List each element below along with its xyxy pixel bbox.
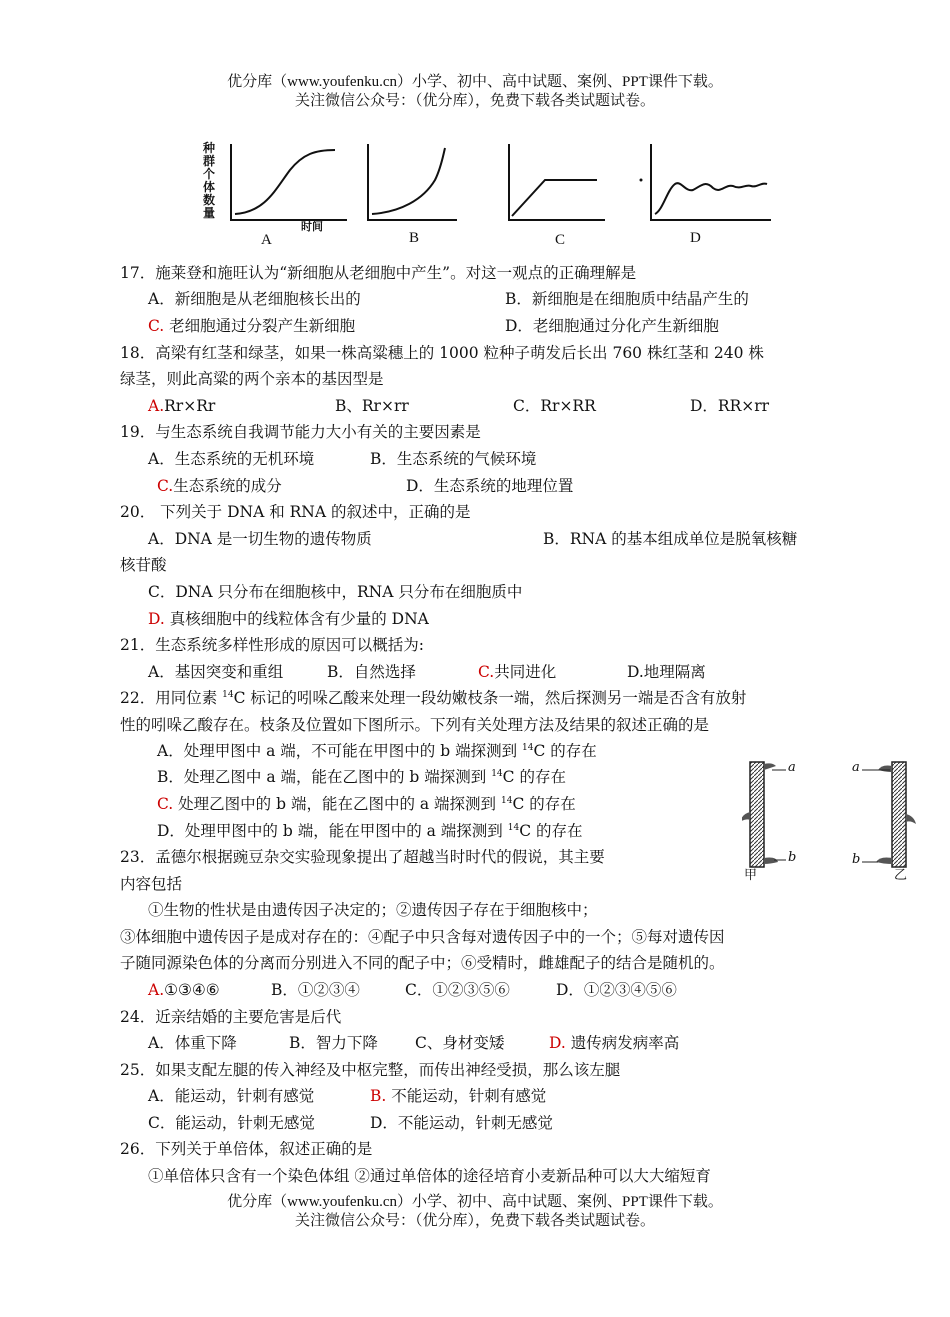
q22-option-c-text: 处理乙图中的 b 端，能在乙图中的 a 端探测到 — [178, 795, 501, 813]
q22-option-b — [157, 766, 566, 788]
q22-option-suffix: C 的存在 — [519, 822, 583, 840]
q18-option-c: C．Rr×RR — [513, 397, 596, 415]
q24-stem: 24．近亲结婚的主要危害是后代 — [120, 1008, 342, 1026]
q24-option-b: B．智力下降 — [289, 1034, 378, 1052]
q26-statement-line-1: ①单倍体只含有一个染色体组 ②通过单倍体的途径培育小麦新品种可以大大缩短育 — [148, 1167, 711, 1185]
q20-option-d-text: 真核细胞中的线粒体含有少量的 DNA — [169, 610, 429, 628]
stem-yi — [862, 762, 916, 867]
q20-option-d — [148, 608, 429, 630]
q21-stem: 21．生态系统多样性形成的原因可以概括为: — [120, 636, 424, 654]
q20-option-b: B．RNA 的基本组成单位是脱氧核糖 — [543, 530, 798, 548]
q25-option-c: C．能运动，针刺无感觉 — [148, 1114, 315, 1132]
graph-c-curve — [512, 180, 597, 216]
q20-option-b-continued: 核苷酸 — [120, 556, 167, 574]
q23-option-b: B．①②③④ — [271, 981, 360, 999]
page-footer-line-1: 优分库（www.youfenku.cn）小学、初中、高中试题、案例、PPT课件下载。 — [227, 1194, 723, 1210]
stem-jia-end-b-label: b — [788, 850, 797, 865]
stem-jia-label: 甲 — [744, 868, 758, 883]
page-header-line-1: 优分库（www.youfenku.cn）小学、初中、高中试题、案例、PPT课件下载。 — [227, 74, 723, 90]
q24-answer-mark: D. — [549, 1034, 566, 1052]
q17-option-a: A．新细胞是从老细胞核长出的 — [148, 290, 361, 308]
q21-option-c-text: 共同进化 — [494, 663, 557, 681]
q24-option-d-text: 遗传病发病率高 — [570, 1034, 680, 1052]
graph-label-d: D — [690, 230, 701, 246]
q19-option-b: B．生态系统的气候环境 — [370, 450, 537, 468]
graph-b-curve — [372, 148, 445, 214]
graph-label-c: C — [555, 232, 566, 248]
q21-option-b: B．自然选择 — [327, 663, 416, 681]
plant-stem-figure — [742, 752, 932, 882]
q23-stem-line-2: 内容包括 — [120, 875, 183, 893]
q22-option-b-text: B．处理乙图中 a 端，能在乙图中的 b 端探测到 — [157, 768, 492, 786]
q22-option-a-text: A．处理甲图中 a 端，不可能在甲图中的 b 端探测到 — [157, 742, 522, 760]
graph-d-axes — [651, 144, 771, 220]
q18-answer-mark: A. — [148, 397, 165, 415]
stem-yi-label: 乙 — [894, 868, 908, 883]
q19-option-a: A．生态系统的无机环境 — [148, 450, 315, 468]
population-curves-figure — [195, 140, 785, 252]
q23-statement-line-2: ③体细胞中遗传因子是成对存在的：④配子中只含每对遗传因子中的一个；⑤每对遗传因 — [120, 928, 725, 946]
q22-option-suffix: C 的存在 — [533, 742, 597, 760]
graph-a-axes — [231, 144, 347, 220]
q18-option-b: B、Rr×rr — [335, 397, 409, 415]
q24-option-c: C、身材变矮 — [415, 1034, 505, 1052]
graph-label-b: B — [409, 230, 420, 246]
page-footer-line-2: 关注微信公众号：（优分库），免费下载各类试题试卷。 — [294, 1213, 655, 1229]
isotope-superscript: 14 — [507, 823, 520, 833]
graph-a-curve — [235, 150, 335, 214]
q22-option-c — [157, 793, 576, 815]
q20-option-a: A．DNA 是一切生物的遗传物质 — [148, 530, 372, 548]
q25-option-d: D．不能运动，针刺无感觉 — [370, 1114, 553, 1132]
q17-stem: 17．施莱登和施旺认为“新细胞从老细胞中产生”。对这一观点的正确理解是 — [120, 264, 637, 282]
q18-stem-line-1: 18．高梁有红茎和绿茎，如果一株高粱穗上的 1000 粒种子萌发后长出 760 株红茎和 240 株 — [120, 344, 764, 362]
q20-option-c: C．DNA 只分布在细胞核中，RNA 只分布在细胞质中 — [148, 583, 523, 601]
graph-d-curve — [655, 183, 767, 214]
stem-yi-end-a-label: a — [852, 760, 860, 775]
q22-stem-line-2: 性的吲哚乙酸存在。枝条及位置如下图所示。下列有关处理方法及结果的叙述正确的是 — [120, 716, 710, 734]
graph-label-a: A — [261, 232, 272, 248]
isotope-superscript: 14 — [500, 796, 513, 806]
q22-stem-post: C 标记的吲哚乙酸来处理一段幼嫩枝条一端，然后探测另一端是否含有放射 — [233, 689, 747, 707]
q23-statement-line-3: 子随同源染色体的分离而分别进入不同的配子中；⑥受精时，雌雄配子的结合是随机的。 — [120, 954, 725, 972]
q21-answer-mark: C. — [478, 663, 495, 681]
q20-stem: 20． 下列关于 DNA 和 RNA 的叙述中，正确的是 — [120, 503, 471, 521]
q22-option-d-text: D．处理甲图中的 b 端，能在甲图中的 a 端探测到 — [157, 822, 508, 840]
q17-answer-mark: C. — [148, 317, 165, 335]
q25-stem: 25．如果支配左腿的传入神经及中枢完整，而传出神经受损，那么该左腿 — [120, 1061, 621, 1079]
isotope-superscript: 14 — [522, 743, 534, 753]
q21-option-a: A．基因突变和重组 — [148, 663, 284, 681]
q23-stem-line-1: 23．孟德尔根据豌豆杂交实验现象提出了超越当时时代的假说，其主要 — [120, 848, 605, 866]
q17-option-d: D．老细胞通过分化产生新细胞 — [505, 317, 719, 335]
isotope-superscript: 14 — [222, 690, 234, 700]
q21-option-d: D.地理隔离 — [627, 663, 706, 681]
q20-answer-mark: D. — [148, 610, 165, 628]
q23-option-a-text: ①③④⑥ — [164, 981, 220, 999]
q22-stem-pre: 22．用同位素 — [120, 689, 223, 707]
stem-yi-end-b-label: b — [852, 852, 861, 867]
q22-answer-mark: C. — [157, 795, 174, 813]
q23-option-c: C．①②③⑤⑥ — [405, 981, 510, 999]
curve-y-axis-label: 种群个体数量 — [203, 141, 216, 220]
q25-option-b-text: 不能运动，针刺有感觉 — [391, 1087, 547, 1105]
q17-option-c-text: 老细胞通过分裂产生新细胞 — [169, 317, 356, 335]
q24-option-d — [549, 1032, 679, 1054]
q23-option-a — [148, 979, 220, 1001]
stem-jia-end-a-label: a — [788, 760, 796, 775]
q18-option-d: D．RR×rr — [690, 397, 770, 415]
q25-option-a: A．能运动，针刺有感觉 — [148, 1087, 315, 1105]
q19-stem: 19．与生态系统自我调节能力大小有关的主要因素是 — [120, 423, 481, 441]
page-header-line-2: 关注微信公众号：（优分库），免费下载各类试题试卷。 — [294, 93, 655, 109]
q24-option-a: A．体重下降 — [148, 1034, 237, 1052]
q22-stem-line-1 — [120, 687, 746, 709]
stem-jia — [742, 762, 786, 867]
graph-c-axes — [509, 144, 605, 220]
curve-x-axis-label: 时间 — [301, 220, 323, 233]
q26-stem: 26．下列关于单倍体，叙述正确的是 — [120, 1140, 373, 1158]
plant-stem-svg — [742, 752, 932, 882]
q23-statement-line-1: ①生物的性状是由遗传因子决定的；②遗传因子存在于细胞核中； — [148, 901, 598, 919]
q17-option-b: B．新细胞是在细胞质中结晶产生的 — [505, 290, 749, 308]
q22-option-suffix: C 的存在 — [502, 768, 566, 786]
q18-stem-line-2: 绿茎，则此高粱的两个亲本的基因型是 — [120, 370, 384, 388]
q18-option-a — [148, 395, 215, 417]
q17-option-c — [148, 315, 355, 337]
q22-option-d — [157, 820, 582, 842]
q19-option-c-text: 生态系统的成分 — [173, 477, 282, 495]
q19-option-c — [157, 475, 282, 497]
q22-option-a — [157, 740, 597, 762]
q18-option-a-text: Rr×Rr — [164, 397, 216, 415]
q22-option-suffix: C 的存在 — [512, 795, 576, 813]
q25-option-b — [370, 1085, 546, 1107]
q21-option-c — [478, 661, 556, 683]
q25-answer-mark: B. — [370, 1087, 387, 1105]
q23-option-d: D．①②③④⑤⑥ — [556, 981, 677, 999]
isotope-superscript: 14 — [491, 769, 503, 779]
q19-answer-mark: C. — [157, 477, 174, 495]
q23-answer-mark: A. — [148, 981, 165, 999]
q19-option-d: D．生态系统的地理位置 — [406, 477, 574, 495]
